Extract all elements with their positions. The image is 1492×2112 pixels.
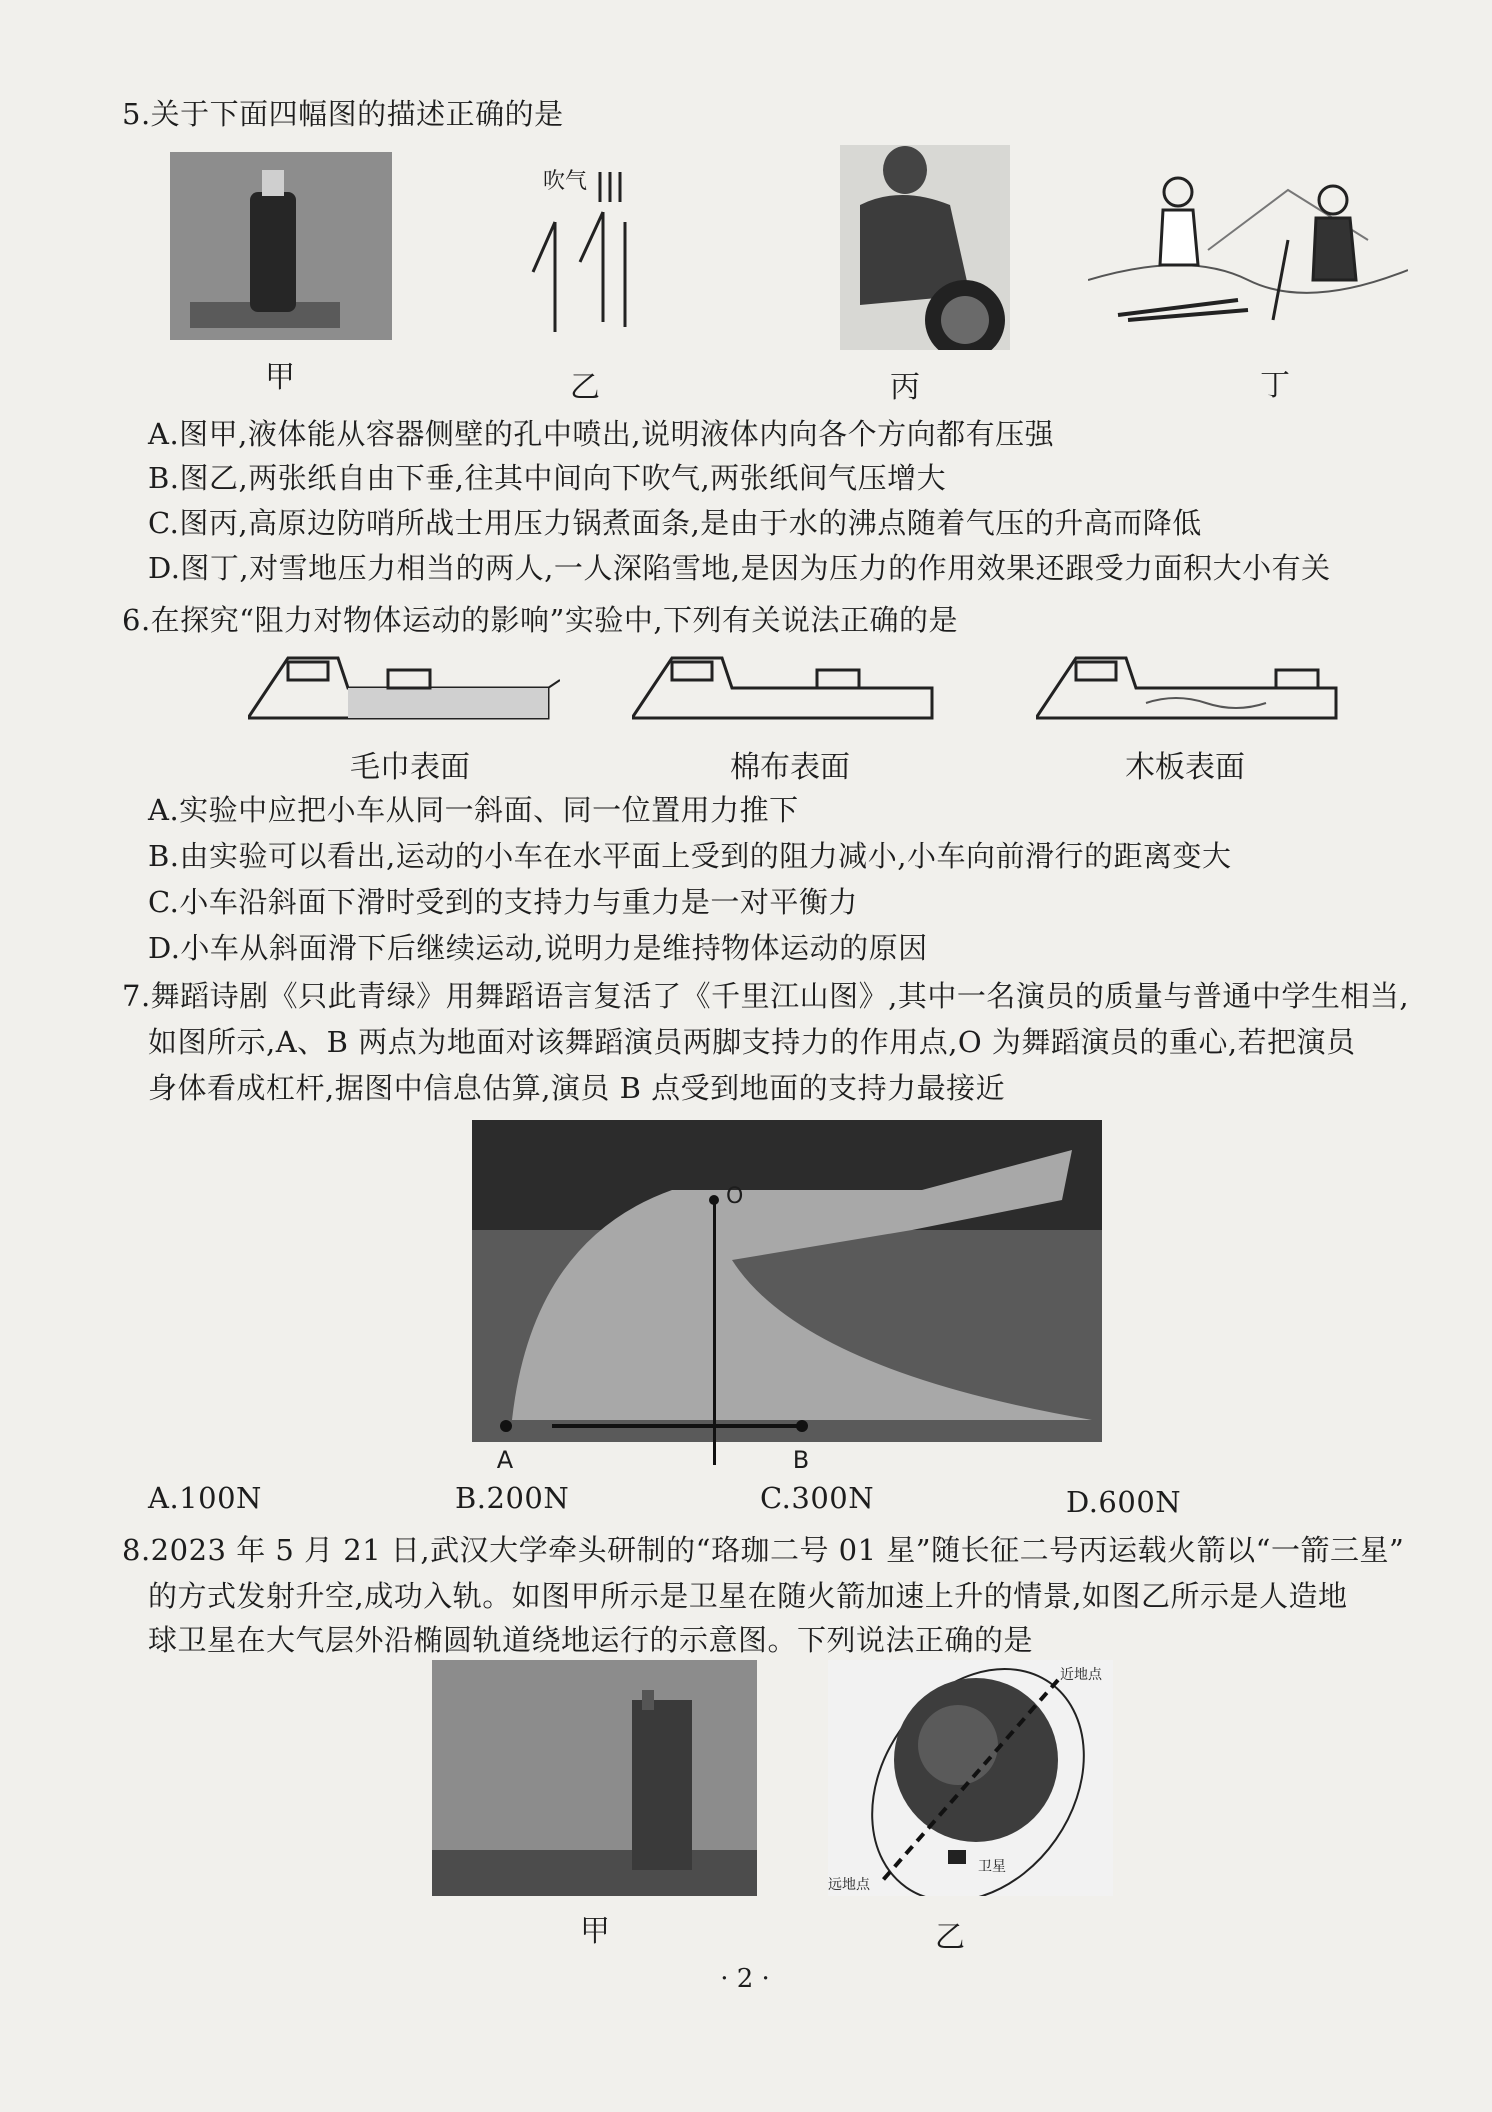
q6-figure-towel: [248, 648, 560, 744]
soldier-pressure-cooker-image: [840, 145, 1010, 350]
point-a-label: A: [496, 1446, 514, 1474]
q6-option-a: A.实验中应把小车从同一斜面、同一位置用力推下: [148, 793, 799, 827]
q8-label-yi: 乙: [935, 1920, 965, 1955]
q5-figure-yi-diagram: [505, 152, 665, 340]
q7-dancer-photo: [472, 1120, 1102, 1442]
bottle-tray-image: [170, 152, 392, 340]
q6-stem: 6.在探究“阻力对物体运动的影响”实验中,下列有关说法正确的是: [122, 603, 959, 637]
q7-option-b: B.200N: [455, 1481, 570, 1515]
dancer-bridge-pose-image: [472, 1120, 1102, 1442]
q8-rocket-photo: [432, 1660, 757, 1896]
point-o-label: O: [726, 1184, 744, 1209]
q5-option-d: D.图丁,对雪地压力相当的两人,一人深陷雪地,是因为压力的作用效果还跟受力面积大小有关: [148, 551, 1331, 585]
q7-stem-line-2: 如图所示,A、B 两点为地面对该舞蹈演员两脚支持力的作用点,O 为舞蹈演员的重心,若把演员: [148, 1025, 1356, 1059]
q6-option-b: B.由实验可以看出,运动的小车在水平面上受到的阻力减小,小车向前滑行的距离变大: [148, 839, 1232, 873]
q5-figure-ding-illustration: [1088, 170, 1408, 330]
satellite-orbit-diagram: [828, 1660, 1113, 1896]
q6-figure-wood: [1036, 648, 1348, 744]
wood-surface-diagram: [1036, 648, 1348, 744]
q7-option-a: A.100N: [148, 1481, 262, 1515]
q5-stem: 5.关于下面四幅图的描述正确的是: [122, 97, 564, 131]
blow-label: 吹气: [543, 169, 588, 194]
q5-label-bing: 丙: [890, 370, 920, 405]
q8-stem-line-2: 的方式发射升空,成功入轨。如图甲所示是卫星在随火箭加速上升的情景,如图乙所示是人造地: [148, 1579, 1348, 1613]
q5-option-b: B.图乙,两张纸自由下垂,往其中间向下吹气,两张纸间气压增大: [148, 461, 947, 495]
q8-stem-line-3: 球卫星在大气层外沿椭圆轨道绕地运行的示意图。下列说法正确的是: [148, 1623, 1034, 1657]
q8-stem-line-1: 8.2023 年 5 月 21 日,武汉大学牵头研制的“珞珈二号 01 星”随长征二号丙运载火箭以“一箭三星”: [122, 1533, 1405, 1567]
page-number: · 2 ·: [720, 1964, 770, 1994]
q7-option-d: D.600N: [1066, 1485, 1182, 1519]
q7-stem-line-3: 身体看成杠杆,据图中信息估算,演员 B 点受到地面的支持力最接近: [148, 1071, 1006, 1105]
q5-label-jia: 甲: [265, 360, 295, 395]
q6-option-c: C.小车沿斜面下滑时受到的支持力与重力是一对平衡力: [148, 885, 858, 919]
apogee-label: 远地点: [828, 1877, 870, 1893]
q8-orbit-diagram: [828, 1660, 1113, 1896]
towel-surface-diagram: [248, 648, 560, 744]
q5-option-a: A.图甲,液体能从容器侧壁的孔中喷出,说明液体内向各个方向都有压强: [148, 417, 1055, 451]
q5-label-yi: 乙: [570, 370, 600, 405]
gravity-line: [713, 1200, 716, 1465]
q6-label-towel: 毛巾表面: [350, 750, 470, 785]
perigee-label: 近地点: [1060, 1667, 1102, 1683]
cotton-surface-diagram: [632, 648, 944, 744]
q6-figure-cotton: [632, 648, 944, 744]
q7-option-c: C.300N: [760, 1481, 875, 1515]
q6-label-wood: 木板表面: [1125, 750, 1245, 785]
satellite-label: 卫星: [978, 1859, 1006, 1875]
skier-and-walker-illustration: [1088, 170, 1408, 330]
q5-figure-jia-photo: [170, 152, 392, 340]
rocket-launch-tower-image: [432, 1660, 757, 1896]
q6-option-d: D.小车从斜面滑下后继续运动,说明力是维持物体运动的原因: [148, 931, 928, 965]
q5-label-ding: 丁: [1260, 368, 1290, 403]
q6-label-cotton: 棉布表面: [730, 750, 850, 785]
q8-label-jia: 甲: [580, 1914, 610, 1949]
q5-figure-bing-photo: [840, 145, 1010, 350]
q5-option-c: C.图丙,高原边防哨所战士用压力锅煮面条,是由于水的沸点随着气压的升高而降低: [148, 506, 1202, 540]
point-b-label: B: [792, 1446, 810, 1474]
q7-stem-line-1: 7.舞蹈诗剧《只此青绿》用舞蹈语言复活了《千里江山图》,其中一名演员的质量与普通中学生相当,: [122, 979, 1410, 1013]
